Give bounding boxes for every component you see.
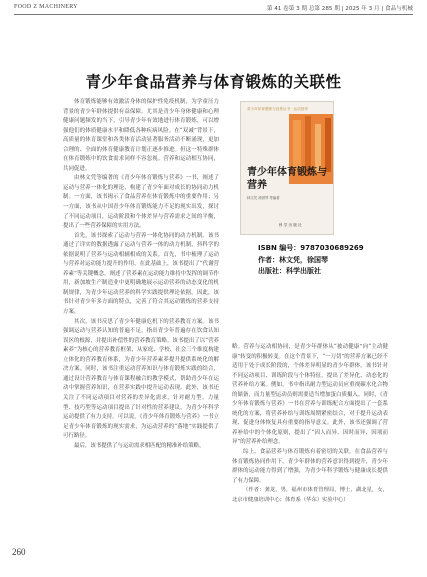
book-info [258,243,364,278]
article-title: 青少年食品营养与体育锻炼的关联性 [85,73,342,91]
book-isbn: ISBN 编号：9787030689269 [258,244,364,252]
paragraph: 略。营养与运动相协同，是青少年群体从“被动健康”向“主动健康”转变的积极转变。在这个背景下，“一刀切”的营养方案已经不适用于处于成长阶段的，个体差异明显的青少年群体。该书针对不同运动项目、训练阶段与个体特征，提出了差异化、动态化的营养补给方案。例如，书中指出耐力型运动员应重视碳水化合物的储备，而力量型运动员则需要适当增加蛋白质摄入。同时，《青少年体育锻炼与营养》一书在营养与训练配合方面提出了一套系统化的方案，将营养补给与训练周期紧密结合，对于提升运动表现、促进身体恢复具有重要的指导意义。此外，该书还强调了营养补给中的个体化原则，提出了“因人而异、因时而异、因项而异”的营养补给理念。 [232,344,388,446]
paragraph: 首先，该书探索了运动与营养一体化协同的动力机制。该书通过了详实的数据透露了运动与营养一体的动力机制，抖科学的依据说明了营养与运动相辅相成的关系。首先，书中梳理了运动与营养对运动能力提升的作用，在此基础上，该书提出了“代谢营养素”等关键概念，阐述了营养素在运动能力维持中发挥的调节作用，新加坡生产制造业中更明确地展示运动营养的动态变化的机制规律，为青少年运动营养的科学实践提供理论依据。因此，该书针对青少年多方面的特点，完善了符合其运动锻炼的营养支持方案。 [63,232,219,316]
paragraph: 综上，食品营养与体育锻炼有着密切的关联。在食品营养与体育锻炼协同作用下，青少年群体的营养意识得到提升，青少年群体的运动能力得到了增强，为青少年科学锻炼与健康成长提供了有力保障。 [232,449,388,484]
book-publisher: 出版社：科学出版社 [258,267,321,275]
publisher-logo: 科 学 出 版 社 [279,223,302,227]
page-header [14,4,413,16]
paragraph: 最后，该书提供了与运动需求相匹配的精准补给策略， [74,442,205,449]
right-column [232,343,388,505]
header-rule [14,14,413,15]
journal-name: FOOD Z MACHINERY [14,4,78,10]
cover-title: 青少年体育锻炼与营养 [247,167,327,191]
left-column [63,98,219,451]
paragraph: 由林文凭等编著的《青少年体育锻炼与营养》一书，阐述了运动与营养一体化的理论，构建了青少年面对成长的协同动力机制。一方面，该书揭示了食品营养在体育锻炼中的重要作用；另一方面，该书从中国青少年体育锻炼能力不足的现实出发，探讨了不同运动项目，运动阶段和个体差异与营养需求之间的平衡，提出了一些营养保障的实用方法。 [63,175,219,230]
paragraph: 体育锻炼能够有效激活身体的保护性免疫机制，为学童压力背景的青少年群体提供有益保障。尤其是青少年身体健康和心理健康问题频发的当下，引导青少年有效地进行体育锻炼，可以增强他们的体质健康水平和降低各种疾病风险。在“双减”背景下，高质量的体育课堂和各类体育活动显著服务活动不断涌现，更加合理的、全面的体育健康教育计划正逐步推进。但这一特殊群体在体育锻炼中的饮食需求同样不容忽视。营养和运动相互协同，共同促进。 [63,99,219,172]
page-number: 260 [12,547,26,557]
author-note: （作者：龚龙，男，福州市体育管理局，博士，湖北星，女，北京市健康培训中心；体育系（华东）实验中心） [232,487,388,503]
cover-series-tag: 青少年体育锻炼与营养丛书 · 运动营养 [247,107,308,111]
book-cover [240,101,334,235]
paragraph: 其次，该书反思了青少年健康危机下的营养教育方案。该书强调运动与营养认知的普遍不足，指出青少年普遍存在饮食认知误区的根源，并提出补偿性的营养教育策略。该书提出了以“营养素养”为核心的营养教育框架，从家庭、学校、社会三个维度构建立体化的营养教育体系，为青少年营养素养提升提供系统化的解决方案。同时，该书注重运动营养知识与体育锻炼实践的结合，通过设计营养教育与体育课程融合的教学模式，帮助青少年在运动中掌握营养知识，在营养实践中提升运动表现。此外，该书还关注了不同运动项目对营养的差异化需求，针对耐力型、力量型、技巧型等运动项目提出了针对性的营养建议，为青少年科学运动提供了有力支持。可以说，《青少年体育锻炼与营养》一书立足青少年体育锻炼的现实需求，为运动营养的“落地”实践提供了可行路径。 [63,318,219,440]
cover-authors: 林文凭 徐国琴 等编著 [247,196,280,200]
issue-info: 第 41 卷第 3 期 总第 285 期 | 2025 年 3 月 | 食品与机械 [266,6,413,12]
book-author: 作者：林文凭，徐国琴 [258,255,328,264]
